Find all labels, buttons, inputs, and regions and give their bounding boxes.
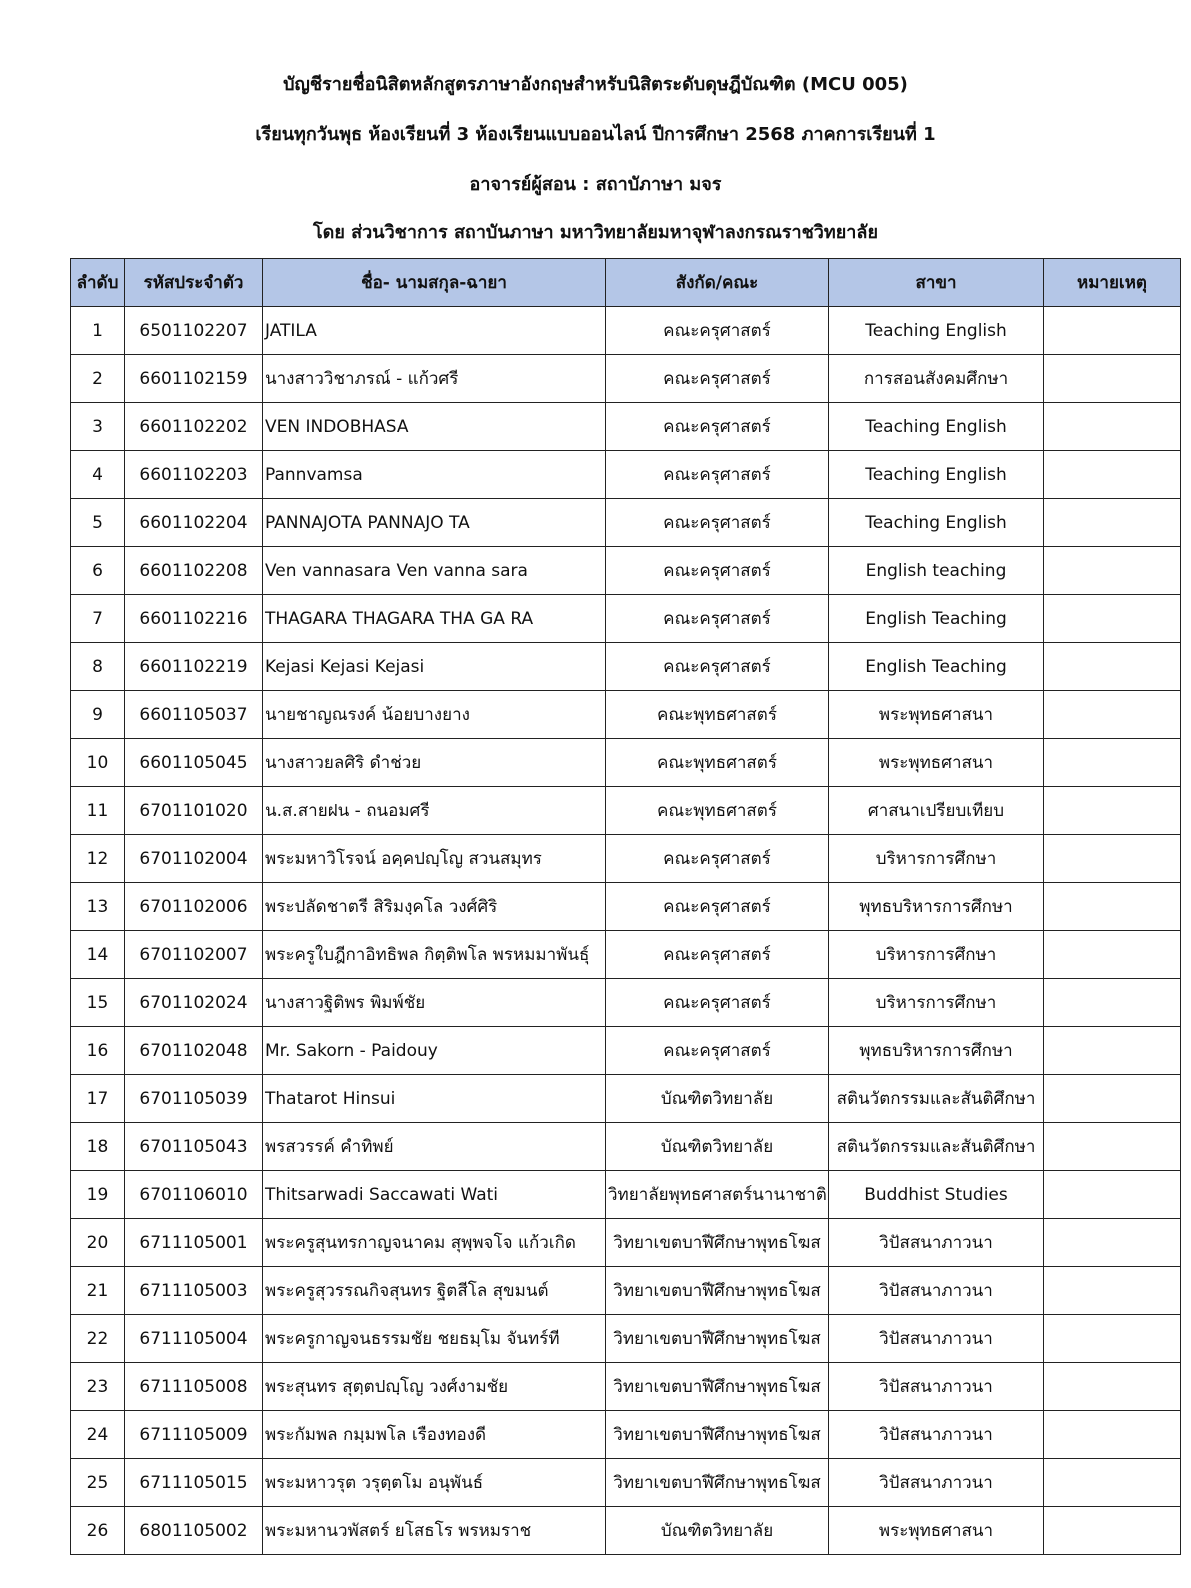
table-row — [71, 547, 1181, 595]
cell-remark — [1044, 883, 1181, 931]
column-header-name: ชื่อ- นามสกุล-ฉายา — [263, 259, 606, 307]
cell-major: Teaching English — [829, 403, 1044, 451]
cell-remark — [1044, 1171, 1181, 1219]
cell-faculty: คณะพุทธศาสตร์ — [606, 787, 829, 835]
cell-faculty: วิทยาเขตบาฬีศึกษาพุทธโฆส — [606, 1219, 829, 1267]
cell-name: พระครูสุนทรกาญจนาคม สุพฺพจโจ แก้วเกิด — [263, 1219, 606, 1267]
cell-remark — [1044, 1315, 1181, 1363]
student-roster-table — [70, 258, 1181, 1555]
cell-name: พระครูสุวรรณกิจสุนทร ฐิตสีโล สุขมนต์ — [263, 1267, 606, 1315]
cell-major: พระพุทธศาสนา — [829, 1507, 1044, 1555]
cell-order: 20 — [71, 1219, 125, 1267]
cell-faculty: วิทยาเขตบาฬีศึกษาพุทธโฆส — [606, 1411, 829, 1459]
table-row — [71, 1219, 1181, 1267]
cell-major: English teaching — [829, 547, 1044, 595]
table-body — [71, 307, 1181, 1555]
table-row — [71, 643, 1181, 691]
cell-faculty: คณะครุศาสตร์ — [606, 835, 829, 883]
cell-order: 8 — [71, 643, 125, 691]
cell-name: พระมหานวพัสตร์ ยโสธโร พรหมราช — [263, 1507, 606, 1555]
cell-major: Buddhist Studies — [829, 1171, 1044, 1219]
cell-name: พระปลัดชาตรี สิริมงฺคโล วงศ์ศิริ — [263, 883, 606, 931]
table-row — [71, 1267, 1181, 1315]
cell-major: วิปัสสนาภาวนา — [829, 1363, 1044, 1411]
cell-remark — [1044, 1459, 1181, 1507]
cell-faculty: คณะครุศาสตร์ — [606, 643, 829, 691]
column-header-student-id: รหัสประจำตัว — [125, 259, 263, 307]
table-row — [71, 307, 1181, 355]
cell-order: 6 — [71, 547, 125, 595]
cell-major: บริหารการศึกษา — [829, 835, 1044, 883]
cell-major: สตินวัตกรรมและสันติศึกษา — [829, 1075, 1044, 1123]
column-header-major: สาขา — [829, 259, 1044, 307]
cell-order: 2 — [71, 355, 125, 403]
cell-student-id: 6711105009 — [125, 1411, 263, 1459]
cell-name: Thitsarwadi Saccawati Wati — [263, 1171, 606, 1219]
cell-student-id: 6601102204 — [125, 499, 263, 547]
cell-name: Pannvamsa — [263, 451, 606, 499]
cell-student-id: 6601102219 — [125, 643, 263, 691]
cell-remark — [1044, 835, 1181, 883]
cell-major: พระพุทธศาสนา — [829, 739, 1044, 787]
cell-student-id: 6601102203 — [125, 451, 263, 499]
table-row — [71, 787, 1181, 835]
table-row — [71, 835, 1181, 883]
cell-faculty: คณะครุศาสตร์ — [606, 307, 829, 355]
cell-name: นางสาววิชาภรณ์ - แก้วศรี — [263, 355, 606, 403]
cell-order: 26 — [71, 1507, 125, 1555]
table-row — [71, 883, 1181, 931]
cell-name: พรสวรรค์ คำทิพย์ — [263, 1123, 606, 1171]
cell-order: 12 — [71, 835, 125, 883]
cell-faculty: วิทยาเขตบาฬีศึกษาพุทธโฆส — [606, 1363, 829, 1411]
cell-major: บริหารการศึกษา — [829, 979, 1044, 1027]
document-instructor: อาจารย์ผู้สอน : สถาบัภาษา มจร — [469, 174, 722, 195]
cell-name: Kejasi Kejasi Kejasi — [263, 643, 606, 691]
cell-order: 25 — [71, 1459, 125, 1507]
cell-remark — [1044, 307, 1181, 355]
cell-remark — [1044, 1363, 1181, 1411]
cell-name: Thatarot Hinsui — [263, 1075, 606, 1123]
cell-student-id: 6701101020 — [125, 787, 263, 835]
cell-faculty: คณะครุศาสตร์ — [606, 403, 829, 451]
cell-order: 18 — [71, 1123, 125, 1171]
document-schedule: เรียนทุกวันพุธ ห้องเรียนที่ 3 ห้องเรียนแบบออนไลน์ ปีการศึกษา 2568 ภาคการเรียนที่ 1 — [255, 124, 936, 145]
cell-major: ศาสนาเปรียบเทียบ — [829, 787, 1044, 835]
table-row — [71, 499, 1181, 547]
cell-order: 16 — [71, 1027, 125, 1075]
table-row — [71, 691, 1181, 739]
cell-order: 3 — [71, 403, 125, 451]
table-row — [71, 979, 1181, 1027]
cell-remark — [1044, 1507, 1181, 1555]
cell-student-id: 6601102159 — [125, 355, 263, 403]
cell-major: วิปัสสนาภาวนา — [829, 1219, 1044, 1267]
cell-name: PANNAJOTA PANNAJO TA — [263, 499, 606, 547]
table-row — [71, 1171, 1181, 1219]
table-row — [71, 451, 1181, 499]
table-row — [71, 1123, 1181, 1171]
cell-order: 7 — [71, 595, 125, 643]
cell-major: พุทธบริหารการศึกษา — [829, 883, 1044, 931]
cell-student-id: 6701102024 — [125, 979, 263, 1027]
cell-name: พระมหาวรุต วรุตฺตโม อนุพันธ์ — [263, 1459, 606, 1507]
cell-remark — [1044, 547, 1181, 595]
table-row — [71, 1027, 1181, 1075]
table-header-row — [71, 259, 1181, 307]
cell-major: สตินวัตกรรมและสันติศึกษา — [829, 1123, 1044, 1171]
cell-remark — [1044, 1219, 1181, 1267]
cell-order: 9 — [71, 691, 125, 739]
cell-remark — [1044, 451, 1181, 499]
cell-name: น.ส.สายฝน - ถนอมศรี — [263, 787, 606, 835]
column-header-faculty: สังกัด/คณะ — [606, 259, 829, 307]
column-header-remark: หมายเหตุ — [1044, 259, 1181, 307]
cell-faculty: คณะครุศาสตร์ — [606, 451, 829, 499]
cell-remark — [1044, 739, 1181, 787]
cell-student-id: 6711105003 — [125, 1267, 263, 1315]
cell-remark — [1044, 595, 1181, 643]
cell-name: Mr. Sakorn - Paidouy — [263, 1027, 606, 1075]
cell-student-id: 6711105001 — [125, 1219, 263, 1267]
cell-faculty: คณะครุศาสตร์ — [606, 931, 829, 979]
cell-faculty: คณะพุทธศาสตร์ — [606, 739, 829, 787]
cell-remark — [1044, 1411, 1181, 1459]
cell-student-id: 6601105037 — [125, 691, 263, 739]
table-row — [71, 931, 1181, 979]
cell-name: JATILA — [263, 307, 606, 355]
cell-remark — [1044, 403, 1181, 451]
column-header-order: ลำดับ — [71, 259, 125, 307]
cell-remark — [1044, 355, 1181, 403]
cell-faculty: วิทยาเขตบาฬีศึกษาพุทธโฆส — [606, 1459, 829, 1507]
cell-order: 22 — [71, 1315, 125, 1363]
cell-order: 15 — [71, 979, 125, 1027]
cell-student-id: 6711105015 — [125, 1459, 263, 1507]
cell-student-id: 6701105043 — [125, 1123, 263, 1171]
cell-order: 1 — [71, 307, 125, 355]
cell-order: 23 — [71, 1363, 125, 1411]
cell-student-id: 6801105002 — [125, 1507, 263, 1555]
cell-remark — [1044, 691, 1181, 739]
table-row — [71, 739, 1181, 787]
cell-major: วิปัสสนาภาวนา — [829, 1459, 1044, 1507]
cell-name: Ven vannasara Ven vanna sara — [263, 547, 606, 595]
table-row — [71, 1411, 1181, 1459]
cell-student-id: 6601102208 — [125, 547, 263, 595]
table-row — [71, 1363, 1181, 1411]
cell-remark — [1044, 1075, 1181, 1123]
cell-major: วิปัสสนาภาวนา — [829, 1315, 1044, 1363]
cell-remark — [1044, 499, 1181, 547]
cell-order: 19 — [71, 1171, 125, 1219]
cell-major: บริหารการศึกษา — [829, 931, 1044, 979]
cell-order: 5 — [71, 499, 125, 547]
cell-student-id: 6701102006 — [125, 883, 263, 931]
cell-order: 4 — [71, 451, 125, 499]
cell-student-id: 6701102004 — [125, 835, 263, 883]
cell-remark — [1044, 643, 1181, 691]
cell-student-id: 6601105045 — [125, 739, 263, 787]
cell-faculty: บัณฑิตวิทยาลัย — [606, 1507, 829, 1555]
cell-remark — [1044, 1123, 1181, 1171]
table-row — [71, 1507, 1181, 1555]
table-row — [71, 355, 1181, 403]
cell-student-id: 6701102048 — [125, 1027, 263, 1075]
cell-major: วิปัสสนาภาวนา — [829, 1267, 1044, 1315]
cell-faculty: คณะครุศาสตร์ — [606, 883, 829, 931]
cell-faculty: บัณฑิตวิทยาลัย — [606, 1075, 829, 1123]
cell-order: 14 — [71, 931, 125, 979]
cell-order: 21 — [71, 1267, 125, 1315]
cell-faculty: คณะครุศาสตร์ — [606, 595, 829, 643]
cell-student-id: 6601102216 — [125, 595, 263, 643]
cell-order: 11 — [71, 787, 125, 835]
cell-major: พุทธบริหารการศึกษา — [829, 1027, 1044, 1075]
cell-student-id: 6701106010 — [125, 1171, 263, 1219]
table-row — [71, 595, 1181, 643]
cell-faculty: วิทยาเขตบาฬีศึกษาพุทธโฆส — [606, 1315, 829, 1363]
cell-major: Teaching English — [829, 451, 1044, 499]
cell-major: Teaching English — [829, 307, 1044, 355]
cell-faculty: บัณฑิตวิทยาลัย — [606, 1123, 829, 1171]
cell-faculty: คณะครุศาสตร์ — [606, 1027, 829, 1075]
cell-major: พระพุทธศาสนา — [829, 691, 1044, 739]
table-row — [71, 403, 1181, 451]
cell-faculty: คณะพุทธศาสตร์ — [606, 691, 829, 739]
cell-name: นางสาวฐิติพร พิมพ์ชัย — [263, 979, 606, 1027]
cell-remark — [1044, 787, 1181, 835]
cell-name: นางสาวยลศิริ ดำช่วย — [263, 739, 606, 787]
cell-student-id: 6711105004 — [125, 1315, 263, 1363]
cell-order: 24 — [71, 1411, 125, 1459]
cell-faculty: วิทยาเขตบาฬีศึกษาพุทธโฆส — [606, 1267, 829, 1315]
cell-major: วิปัสสนาภาวนา — [829, 1411, 1044, 1459]
cell-faculty: คณะครุศาสตร์ — [606, 979, 829, 1027]
cell-faculty: คณะครุศาสตร์ — [606, 355, 829, 403]
cell-faculty: คณะครุศาสตร์ — [606, 547, 829, 595]
cell-name: THAGARA THAGARA THA GA RA — [263, 595, 606, 643]
cell-student-id: 6601102202 — [125, 403, 263, 451]
cell-student-id: 6701102007 — [125, 931, 263, 979]
cell-student-id: 6701105039 — [125, 1075, 263, 1123]
cell-name: พระครูกาญจนธรรมชัย ชยธมฺโม จันทร์ที — [263, 1315, 606, 1363]
cell-major: Teaching English — [829, 499, 1044, 547]
cell-faculty: วิทยาลัยพุทธศาสตร์นานาชาติ — [606, 1171, 829, 1219]
cell-name: นายชาญณรงค์ น้อยบางยาง — [263, 691, 606, 739]
document-title: บัญชีรายชื่อนิสิตหลักสูตรภาษาอังกฤษสำหรับนิสิตระดับดุษฎีบัณฑิต (MCU 005) — [283, 74, 908, 95]
cell-name: พระมหาวิโรจน์ อคฺคปญฺโญ สวนสมุทร — [263, 835, 606, 883]
cell-order: 10 — [71, 739, 125, 787]
cell-name: VEN INDOBHASA — [263, 403, 606, 451]
cell-remark — [1044, 931, 1181, 979]
table-row — [71, 1075, 1181, 1123]
cell-name: พระกัมพล กมฺมพโล เรืองทองดี — [263, 1411, 606, 1459]
cell-major: English Teaching — [829, 595, 1044, 643]
cell-remark — [1044, 1267, 1181, 1315]
cell-order: 17 — [71, 1075, 125, 1123]
cell-major: การสอนสังคมศึกษา — [829, 355, 1044, 403]
cell-faculty: คณะครุศาสตร์ — [606, 499, 829, 547]
table-row — [71, 1459, 1181, 1507]
cell-remark — [1044, 979, 1181, 1027]
table-row — [71, 1315, 1181, 1363]
cell-order: 13 — [71, 883, 125, 931]
document-organizer: โดย ส่วนวิชาการ สถาบันภาษา มหาวิทยาลัยมหาจุฬาลงกรณราชวิทยาลัย — [313, 222, 878, 243]
cell-student-id: 6711105008 — [125, 1363, 263, 1411]
cell-remark — [1044, 1027, 1181, 1075]
cell-student-id: 6501102207 — [125, 307, 263, 355]
cell-major: English Teaching — [829, 643, 1044, 691]
cell-name: พระครูใบฎีกาอิทธิพล กิตฺติพโล พรหมมาพันธุ์ — [263, 931, 606, 979]
cell-name: พระสุนทร สุตฺตปญฺโญ วงศ์งามชัย — [263, 1363, 606, 1411]
